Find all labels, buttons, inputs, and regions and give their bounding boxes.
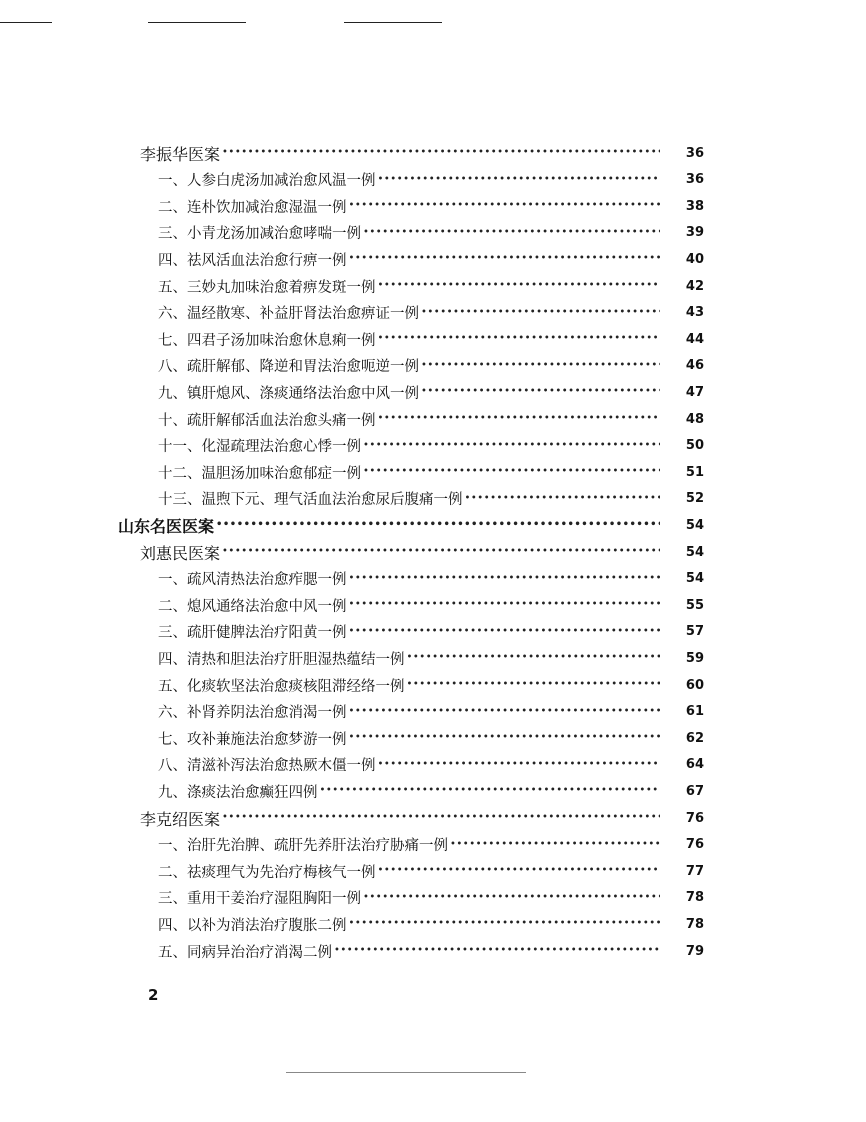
toc-entry[interactable] bbox=[158, 858, 704, 884]
toc-entry-title: 二、祛痰理气为先治疗梅核气一例 bbox=[158, 864, 376, 881]
toc-entry[interactable] bbox=[158, 592, 704, 618]
toc-leader-dots bbox=[421, 300, 660, 326]
scan-mark-2 bbox=[148, 22, 246, 23]
toc-entry[interactable] bbox=[158, 353, 704, 379]
toc-leader-dots bbox=[349, 246, 661, 272]
toc-entry-title: 二、熄风通络法治愈中风一例 bbox=[158, 598, 347, 615]
toc-leader-dots bbox=[216, 512, 660, 538]
toc-entry-title: 八、清滋补泻法治愈热厥木僵一例 bbox=[158, 758, 376, 775]
toc-entry-title: 一、人参白虎汤加减治愈风温一例 bbox=[158, 173, 376, 190]
toc-entry-page: 39 bbox=[685, 225, 704, 241]
toc-entry-title: 九、涤痰法治愈癫狂四例 bbox=[158, 784, 318, 801]
toc-leader-dots bbox=[349, 725, 661, 751]
toc-entry-page: 43 bbox=[685, 305, 704, 321]
toc-entry-title: 五、同病异治治疗消渴二例 bbox=[158, 944, 332, 961]
toc-entry-page: 36 bbox=[685, 145, 704, 161]
toc-entry-page: 78 bbox=[685, 890, 704, 906]
toc-leader-dots bbox=[450, 832, 660, 858]
scan-mark-1 bbox=[0, 22, 52, 23]
toc-entry-page: 59 bbox=[685, 650, 704, 666]
toc-entry-page: 57 bbox=[685, 624, 704, 640]
toc-entry-page: 42 bbox=[685, 278, 704, 294]
toc-leader-dots bbox=[222, 539, 660, 565]
toc-entry[interactable] bbox=[158, 566, 704, 592]
toc-entry[interactable] bbox=[158, 273, 704, 299]
toc-entry-page: 55 bbox=[685, 597, 704, 613]
toc-entry[interactable] bbox=[158, 778, 704, 804]
toc-leader-dots bbox=[378, 752, 661, 778]
toc-entry-title: 九、镇肝熄风、涤痰通络法治愈中风一例 bbox=[158, 385, 419, 402]
toc-leader-dots bbox=[378, 326, 661, 352]
toc-leader-dots bbox=[334, 938, 660, 964]
toc-leader-dots bbox=[407, 645, 661, 671]
toc-entry[interactable] bbox=[158, 885, 704, 911]
toc-entry-page: 54 bbox=[685, 544, 704, 560]
toc-entry-title: 三、重用干姜治疗湿阻胸阳一例 bbox=[158, 891, 361, 908]
toc-leader-dots bbox=[349, 193, 661, 219]
toc-entry[interactable] bbox=[158, 699, 704, 725]
toc-entry[interactable] bbox=[158, 167, 704, 193]
toc-leader-dots bbox=[222, 805, 660, 831]
toc-entry-title: 四、祛风活血法治愈行痹一例 bbox=[158, 252, 347, 269]
toc-entry-title: 三、疏肝健脾法治疗阳黄一例 bbox=[158, 625, 347, 642]
toc-entry-title: 五、三妙丸加味治愈着痹发斑一例 bbox=[158, 279, 376, 296]
toc-entry[interactable] bbox=[158, 326, 704, 352]
toc-entry-title: 六、温经散寒、补益肝肾法治愈痹证一例 bbox=[158, 306, 419, 323]
toc-entry[interactable] bbox=[140, 140, 704, 166]
toc-leader-dots bbox=[378, 858, 661, 884]
toc-entry-title: 李克绍医案 bbox=[140, 809, 221, 829]
toc-entry[interactable] bbox=[158, 379, 704, 405]
toc-leader-dots bbox=[363, 885, 660, 911]
toc-leader-dots bbox=[421, 379, 660, 405]
toc-entry-page: 62 bbox=[685, 730, 704, 746]
toc-entry-page: 36 bbox=[685, 172, 704, 188]
toc-leader-dots bbox=[407, 672, 661, 698]
toc-entry-page: 52 bbox=[685, 491, 704, 507]
toc-entry-page: 50 bbox=[685, 438, 704, 454]
toc-entry-page: 79 bbox=[685, 943, 704, 959]
toc-entry[interactable] bbox=[158, 911, 704, 937]
toc-entry-title: 八、疏肝解郁、降逆和胃法治愈呃逆一例 bbox=[158, 359, 419, 376]
toc-entry-title: 七、四君子汤加味治愈休息痢一例 bbox=[158, 332, 376, 349]
toc-entry-page: 78 bbox=[685, 916, 704, 932]
toc-entry[interactable] bbox=[118, 512, 704, 538]
page-number: 2 bbox=[148, 986, 159, 1004]
toc-entry-page: 77 bbox=[685, 863, 704, 879]
toc-entry-page: 64 bbox=[685, 757, 704, 773]
toc-leader-dots bbox=[222, 140, 660, 166]
toc-entry-title: 一、疏风清热法治愈痄腮一例 bbox=[158, 572, 347, 589]
toc-leader-dots bbox=[363, 459, 660, 485]
toc-entry-page: 40 bbox=[685, 251, 704, 267]
toc-entry-title: 四、以补为消法治疗腹胀二例 bbox=[158, 917, 347, 934]
toc-entry-title: 十二、温胆汤加味治愈郁症一例 bbox=[158, 465, 361, 482]
toc-entry[interactable] bbox=[158, 725, 704, 751]
toc-entry[interactable] bbox=[158, 672, 704, 698]
toc-entry-page: 47 bbox=[685, 384, 704, 400]
toc-entry-page: 54 bbox=[685, 517, 704, 533]
toc-leader-dots bbox=[363, 220, 660, 246]
toc-leader-dots bbox=[349, 911, 661, 937]
toc-entry[interactable] bbox=[158, 752, 704, 778]
toc-entry[interactable] bbox=[158, 406, 704, 432]
toc-leader-dots bbox=[378, 273, 661, 299]
toc-entry[interactable] bbox=[158, 619, 704, 645]
toc-entry-title: 二、连朴饮加减治愈湿温一例 bbox=[158, 199, 347, 216]
toc-entry[interactable] bbox=[158, 220, 704, 246]
toc-entry-page: 67 bbox=[685, 783, 704, 799]
toc-entry[interactable] bbox=[158, 300, 704, 326]
toc-entry[interactable] bbox=[158, 645, 704, 671]
toc-entry[interactable] bbox=[158, 486, 704, 512]
scan-mark-3 bbox=[344, 22, 442, 23]
toc-leader-dots bbox=[421, 353, 660, 379]
toc-leader-dots bbox=[363, 433, 660, 459]
toc-entry-title: 四、清热和胆法治疗肝胆湿热蕴结一例 bbox=[158, 651, 405, 668]
toc-entry-title: 刘惠民医案 bbox=[140, 543, 221, 563]
toc-entry-title: 山东名医医案 bbox=[118, 516, 215, 536]
toc-entry-title: 六、补肾养阴法治愈消渴一例 bbox=[158, 705, 347, 722]
toc-entry-page: 54 bbox=[685, 571, 704, 587]
toc-entry[interactable] bbox=[140, 539, 704, 565]
toc-entry-title: 李振华医案 bbox=[140, 144, 221, 164]
toc-entry-page: 76 bbox=[685, 810, 704, 826]
toc-entry[interactable] bbox=[158, 459, 704, 485]
toc-entry[interactable] bbox=[140, 805, 704, 831]
toc-entry-title: 十一、化湿疏理法治愈心悸一例 bbox=[158, 439, 361, 456]
toc-entry[interactable] bbox=[158, 938, 704, 964]
toc-entry-title: 一、治肝先治脾、疏肝先养肝法治疗胁痛一例 bbox=[158, 838, 448, 855]
toc-entry-title: 五、化痰软坚法治愈痰核阻滞经络一例 bbox=[158, 678, 405, 695]
toc-entry-page: 38 bbox=[685, 198, 704, 214]
toc-entry-page: 51 bbox=[685, 464, 704, 480]
toc-leader-dots bbox=[320, 778, 661, 804]
scan-smudge bbox=[286, 1072, 526, 1073]
toc-entry-page: 44 bbox=[685, 331, 704, 347]
toc-leader-dots bbox=[349, 619, 661, 645]
toc-leader-dots bbox=[378, 167, 661, 193]
toc-entry-title: 七、攻补兼施法治愈梦游一例 bbox=[158, 731, 347, 748]
toc-entry-page: 46 bbox=[685, 358, 704, 374]
toc-entry-title: 十三、温煦下元、理气活血法治愈尿后腹痛一例 bbox=[158, 492, 463, 509]
toc-entry-page: 61 bbox=[685, 704, 704, 720]
toc-entry-page: 48 bbox=[685, 411, 704, 427]
toc-entry[interactable] bbox=[158, 193, 704, 219]
toc-leader-dots bbox=[349, 699, 661, 725]
toc-entry-page: 60 bbox=[685, 677, 704, 693]
toc-entry-title: 十、疏肝解郁活血法治愈头痛一例 bbox=[158, 412, 376, 429]
toc-leader-dots bbox=[349, 566, 661, 592]
toc-entry-page: 76 bbox=[685, 837, 704, 853]
toc-entry-title: 三、小青龙汤加减治愈哮喘一例 bbox=[158, 226, 361, 243]
toc-leader-dots bbox=[465, 486, 661, 512]
toc-entry[interactable] bbox=[158, 433, 704, 459]
toc-leader-dots bbox=[378, 406, 661, 432]
toc-entry[interactable] bbox=[158, 832, 704, 858]
toc-leader-dots bbox=[349, 592, 661, 618]
toc-entry[interactable] bbox=[158, 246, 704, 272]
